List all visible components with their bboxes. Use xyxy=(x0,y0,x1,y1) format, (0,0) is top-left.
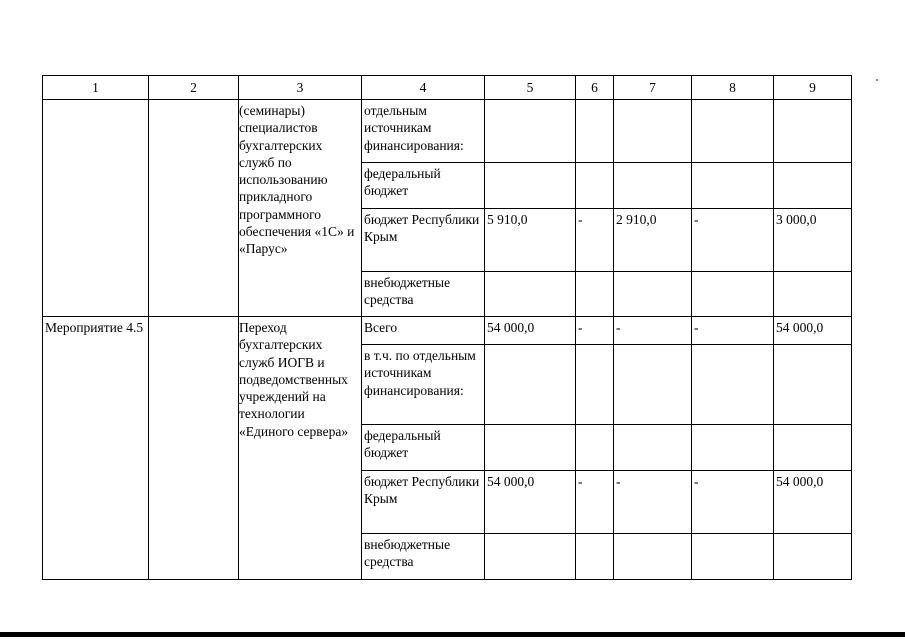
value-cell: 2 910,0 xyxy=(614,209,692,272)
value-cell xyxy=(614,272,692,317)
value-cell xyxy=(692,345,774,425)
value-cell xyxy=(485,100,576,163)
table-row xyxy=(43,100,852,163)
value-cell xyxy=(576,272,614,317)
value-cell xyxy=(485,163,576,209)
value-cell xyxy=(692,272,774,317)
description-cell: Переход бухгалтерских служб ИОГВ и подведомственных учреждений на технологии «Единого сервера» xyxy=(239,317,362,580)
value-cell xyxy=(614,100,692,163)
value-cell xyxy=(692,100,774,163)
value-cell xyxy=(774,345,852,425)
source-cell: внебюджетные средства xyxy=(362,534,485,580)
value-cell xyxy=(692,425,774,471)
measure-cell xyxy=(43,100,149,317)
header-cell: 4 xyxy=(362,76,485,100)
header-cell: 3 xyxy=(239,76,362,100)
value-cell: - xyxy=(692,471,774,534)
source-cell: федеральный бюджет xyxy=(362,163,485,209)
scan-edge-rule xyxy=(0,632,905,637)
header-cell: 5 xyxy=(485,76,576,100)
value-cell: 5 910,0 xyxy=(485,209,576,272)
value-cell: - xyxy=(692,209,774,272)
measure-cell: Мероприятие 4.5 xyxy=(43,317,149,580)
source-cell: в т.ч. по отдельным источникам финансирования: xyxy=(362,345,485,425)
value-cell xyxy=(774,163,852,209)
source-cell: бюджет Республики Крым xyxy=(362,209,485,272)
source-cell: Всего xyxy=(362,317,485,345)
header-cell: 7 xyxy=(614,76,692,100)
value-cell xyxy=(692,534,774,580)
value-cell xyxy=(614,534,692,580)
value-cell: - xyxy=(614,317,692,345)
value-cell xyxy=(485,272,576,317)
value-cell xyxy=(485,425,576,471)
value-cell xyxy=(576,534,614,580)
source-cell: бюджет Республики Крым xyxy=(362,471,485,534)
value-cell xyxy=(774,534,852,580)
header-row xyxy=(43,76,852,100)
value-cell: - xyxy=(576,471,614,534)
executor-cell xyxy=(149,100,239,317)
header-cell: 1 xyxy=(43,76,149,100)
value-cell: - xyxy=(576,209,614,272)
value-cell: 54 000,0 xyxy=(485,317,576,345)
table-row xyxy=(43,317,852,345)
source-cell: федеральный бюджет xyxy=(362,425,485,471)
budget-table xyxy=(42,75,852,580)
header-cell: 9 xyxy=(774,76,852,100)
value-cell xyxy=(614,345,692,425)
executor-cell xyxy=(149,317,239,580)
value-cell xyxy=(614,425,692,471)
scan-speck xyxy=(876,79,878,81)
value-cell xyxy=(576,345,614,425)
value-cell: - xyxy=(614,471,692,534)
description-cell: (семинары) специалистов бухгалтерских служб по использованию прикладного программного обеспечения «1С» и «Парус» xyxy=(239,100,362,317)
value-cell xyxy=(614,163,692,209)
value-cell xyxy=(692,163,774,209)
source-cell: внебюджетные средства xyxy=(362,272,485,317)
value-cell: - xyxy=(692,317,774,345)
value-cell xyxy=(576,163,614,209)
header-cell: 6 xyxy=(576,76,614,100)
value-cell: 3 000,0 xyxy=(774,209,852,272)
value-cell: 54 000,0 xyxy=(485,471,576,534)
value-cell xyxy=(774,425,852,471)
header-cell: 2 xyxy=(149,76,239,100)
source-cell: отдельным источникам финансирования: xyxy=(362,100,485,163)
value-cell xyxy=(774,272,852,317)
value-cell xyxy=(485,345,576,425)
value-cell: 54 000,0 xyxy=(774,471,852,534)
value-cell: - xyxy=(576,317,614,345)
header-cell: 8 xyxy=(692,76,774,100)
value-cell xyxy=(576,425,614,471)
value-cell xyxy=(576,100,614,163)
value-cell xyxy=(485,534,576,580)
value-cell: 54 000,0 xyxy=(774,317,852,345)
value-cell xyxy=(774,100,852,163)
